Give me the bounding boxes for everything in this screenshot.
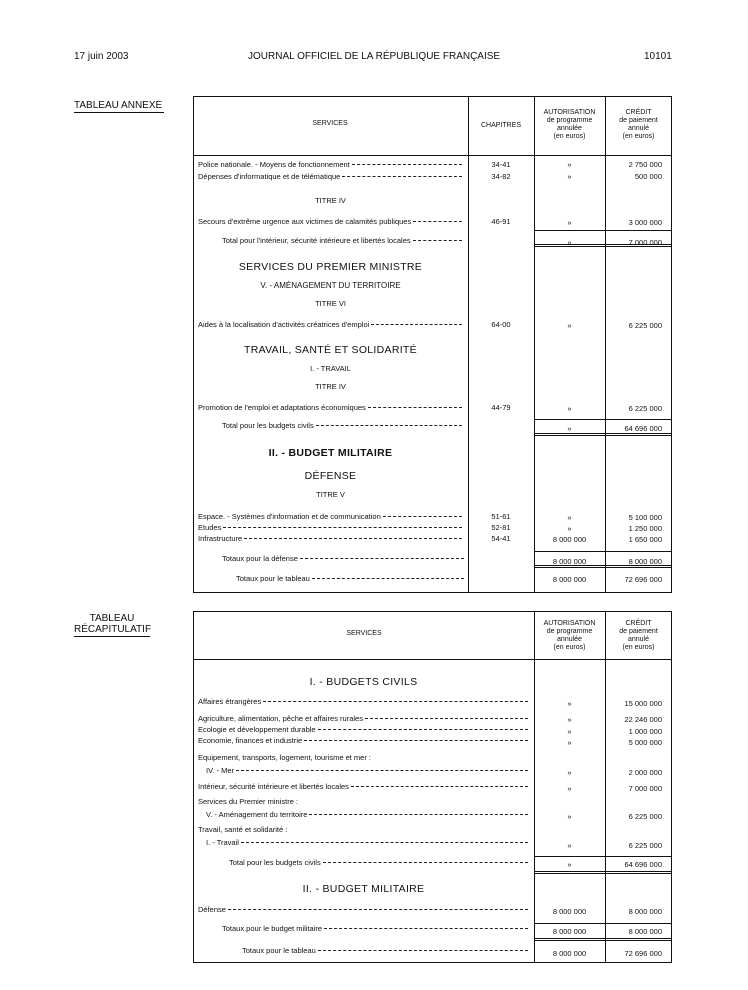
autorisation-cell: » bbox=[567, 524, 572, 533]
section-heading: I. - TRAVAIL bbox=[310, 364, 351, 373]
table-row: Affaires étrangères bbox=[198, 697, 528, 706]
autorisation-cell: » bbox=[567, 727, 572, 736]
table-row: I. - Travail bbox=[206, 838, 528, 847]
section-heading: I. - BUDGETS CIVILS bbox=[309, 676, 418, 688]
tableau-recapitulatif-label: TABLEAU RÉCAPITULATIF bbox=[74, 613, 152, 635]
total-row: Total pour l'intérieur, sécurité intérieure et libertés locales bbox=[222, 236, 462, 245]
credit-cell: 6 225 000 bbox=[628, 812, 662, 821]
column-header-chapitres: CHAPITRES bbox=[480, 122, 522, 129]
table-row: Travail, santé et solidarité : bbox=[198, 825, 288, 834]
credit-cell: 1 000 000 bbox=[628, 727, 662, 736]
page-number: 10101 bbox=[644, 51, 672, 62]
section-heading: SERVICES DU PREMIER MINISTRE bbox=[238, 261, 423, 273]
autorisation-cell: 8 000 000 bbox=[552, 949, 587, 958]
table-row: Economie, finances et industrie bbox=[198, 736, 528, 745]
autorisation-cell: 8 000 000 bbox=[552, 927, 587, 936]
chapitre-cell: 52-81 bbox=[491, 523, 511, 532]
section-heading: TITRE VI bbox=[315, 299, 346, 308]
credit-cell: 2 000 000 bbox=[628, 768, 662, 777]
table-row: Equipement, transports, logement, tourisme et mer : bbox=[198, 753, 371, 762]
table-row: Agriculture, alimentation, pêche et affaires rurales bbox=[198, 714, 528, 723]
credit-cell: 5 000 000 bbox=[628, 738, 662, 747]
total-row: Totaux pour la défense bbox=[222, 554, 464, 563]
section-heading: DÉFENSE bbox=[304, 470, 357, 482]
autorisation-cell: » bbox=[567, 172, 572, 181]
table-row: Dépenses d'informatique et de télématique bbox=[198, 172, 462, 181]
column-header-services: SERVICES bbox=[346, 630, 382, 637]
autorisation-cell: » bbox=[567, 812, 572, 821]
section-heading: TRAVAIL, SANTÉ ET SOLIDARITÉ bbox=[244, 344, 417, 356]
table-row: Aides à la localisation d'activités créatrices d'emploi bbox=[198, 320, 462, 329]
autorisation-cell: » bbox=[567, 699, 572, 708]
autorisation-cell: 8 000 000 bbox=[552, 907, 587, 916]
credit-cell: 64 696 000 bbox=[624, 424, 662, 433]
autorisation-cell: » bbox=[567, 321, 572, 330]
credit-cell: 5 100 000 bbox=[628, 513, 662, 522]
chapitre-cell: 34-41 bbox=[491, 160, 511, 169]
table-row: Intérieur, sécurité intérieure et libertés locales bbox=[198, 782, 528, 791]
section-heading: II. - BUDGET MILITAIRE bbox=[302, 883, 425, 895]
credit-cell: 6 225 000 bbox=[628, 841, 662, 850]
autorisation-cell: » bbox=[567, 218, 572, 227]
column-header-autorisation: AUTORISATION de programme annulée (en euros) bbox=[543, 109, 596, 140]
autorisation-cell: 8 000 000 bbox=[552, 557, 587, 566]
section-heading: TITRE IV bbox=[315, 196, 346, 205]
column-header-credit: CRÉDIT de paiement annulé (en euros) bbox=[619, 109, 658, 140]
total-row: Totaux pour le tableau bbox=[236, 574, 464, 583]
autorisation-cell: 8 000 000 bbox=[552, 535, 587, 544]
total-row: Totaux pour le tableau bbox=[242, 946, 528, 955]
autorisation-cell: » bbox=[567, 160, 572, 169]
credit-cell: 8 000 000 bbox=[628, 557, 662, 566]
credit-cell: 8 000 000 bbox=[628, 907, 662, 916]
table-row: IV. - Mer bbox=[206, 766, 528, 775]
column-header-services: SERVICES bbox=[312, 120, 348, 127]
credit-cell: 72 696 000 bbox=[624, 949, 662, 958]
table-row: Etudes bbox=[198, 523, 462, 532]
autorisation-cell: » bbox=[567, 841, 572, 850]
autorisation-cell: » bbox=[567, 860, 572, 869]
credit-cell: 1 650 000 bbox=[628, 535, 662, 544]
credit-cell: 6 225 000 bbox=[628, 404, 662, 413]
credit-cell: 3 000 000 bbox=[628, 218, 662, 227]
chapitre-cell: 64-00 bbox=[491, 320, 511, 329]
credit-cell: 7 000 000 bbox=[628, 784, 662, 793]
autorisation-cell: » bbox=[567, 738, 572, 747]
chapitre-cell: 44-79 bbox=[491, 403, 511, 412]
autorisation-cell: » bbox=[567, 715, 572, 724]
table-row: Infrastructure bbox=[198, 534, 462, 543]
table-row: Ecologie et développement durable bbox=[198, 725, 528, 734]
table-row: Défense bbox=[198, 905, 528, 914]
tableau-annexe-label: TABLEAU ANNEXE bbox=[74, 100, 163, 111]
section-heading: TITRE IV bbox=[315, 382, 346, 391]
credit-cell: 6 225 000 bbox=[628, 321, 662, 330]
table-row: Police nationale. - Moyens de fonctionnement bbox=[198, 160, 462, 169]
chapitre-cell: 51-61 bbox=[491, 512, 511, 521]
column-header-autorisation: AUTORISATION de programme annulée (en euros) bbox=[543, 620, 596, 651]
table-row: Secours d'extrême urgence aux victimes de calamités publiques bbox=[198, 217, 462, 226]
autorisation-cell: » bbox=[567, 513, 572, 522]
credit-cell: 1 250 000 bbox=[628, 524, 662, 533]
autorisation-cell: » bbox=[567, 238, 572, 247]
credit-cell: 22 246 000 bbox=[624, 715, 662, 724]
table-row: Espace. - Systèmes d'information et de communication bbox=[198, 512, 462, 521]
total-row: Totaux pour le budget militaire bbox=[222, 924, 528, 933]
chapitre-cell: 46-91 bbox=[491, 217, 511, 226]
autorisation-cell: » bbox=[567, 784, 572, 793]
autorisation-cell: 8 000 000 bbox=[552, 575, 587, 584]
autorisation-cell: » bbox=[567, 768, 572, 777]
table-row: Services du Premier ministre : bbox=[198, 797, 299, 806]
table-row: V. - Aménagement du territoire bbox=[206, 810, 528, 819]
chapitre-cell: 34-82 bbox=[491, 172, 511, 181]
total-row: Total pour les budgets civils bbox=[229, 858, 528, 867]
chapitre-cell: 54-41 bbox=[491, 534, 511, 543]
credit-cell: 7 000 000 bbox=[628, 238, 662, 247]
section-heading: V. - AMÉNAGEMENT DU TERRITOIRE bbox=[260, 281, 401, 290]
section-heading: TITRE V bbox=[316, 490, 345, 499]
credit-cell: 64 696 000 bbox=[624, 860, 662, 869]
credit-cell: 500 000 bbox=[634, 172, 662, 181]
section-heading: II. - BUDGET MILITAIRE bbox=[268, 447, 393, 459]
page-date: 17 juin 2003 bbox=[74, 51, 129, 62]
autorisation-cell: » bbox=[567, 424, 572, 433]
credit-cell: 72 696 000 bbox=[624, 575, 662, 584]
credit-cell: 2 750 000 bbox=[628, 160, 662, 169]
total-row: Total pour les budgets civils bbox=[222, 421, 462, 430]
autorisation-cell: » bbox=[567, 404, 572, 413]
credit-cell: 8 000 000 bbox=[628, 927, 662, 936]
table-row: Promotion de l'emploi et adaptations économiques bbox=[198, 403, 462, 412]
credit-cell: 15 000 000 bbox=[624, 699, 662, 708]
column-header-credit: CRÉDIT de paiement annulé (en euros) bbox=[619, 620, 658, 651]
journal-title: JOURNAL OFFICIEL DE LA RÉPUBLIQUE FRANÇAISE bbox=[248, 51, 501, 62]
